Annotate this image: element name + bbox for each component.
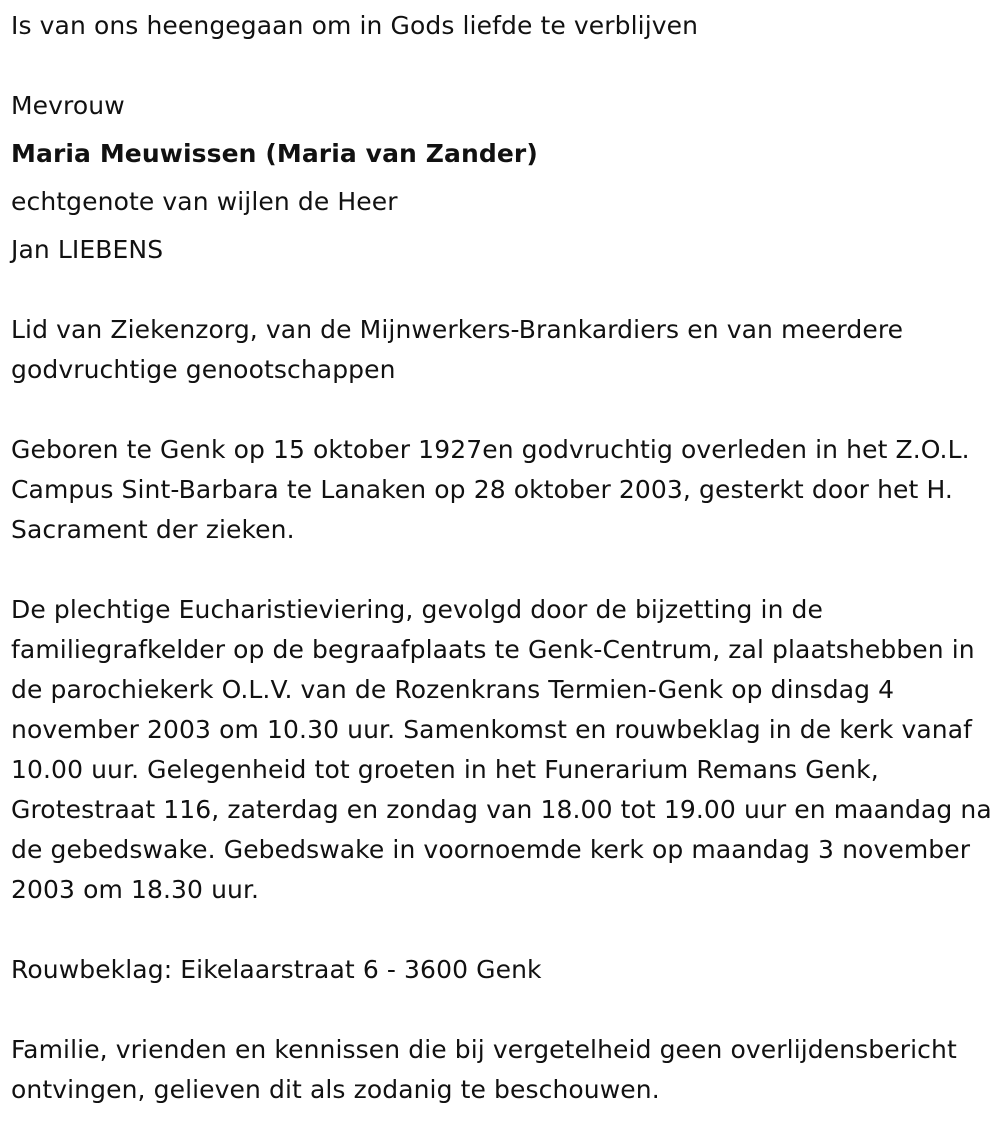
spouse-line: echtgenote van wijlen de Heer	[11, 187, 398, 216]
condolences-address: Rouwbeklag: Eikelaarstraat 6 - 3600 Genk	[11, 955, 542, 984]
family-note-paragraph: Familie, vrienden en kennissen die bij vergetelheid geen overlijdensbericht ontvingen, gelieven dit als zodanig te beschouwen.	[11, 1035, 957, 1104]
membership-paragraph: Lid van Ziekenzorg, van de Mijnwerkers-Brankardiers en van meerdere godvruchtige genootschappen	[11, 315, 904, 384]
intro-line: Is van ons heengegaan om in Gods liefde te verblijven	[11, 11, 699, 40]
husband-name: Jan LIEBENS	[11, 235, 164, 264]
birth-death-paragraph: Geboren te Genk op 15 oktober 1927en godvruchtig overleden in het Z.O.L. Campus Sint-Barbara te Lanaken op 28 oktober 2003, gesterkt door het H. Sacrament der zieken.	[11, 435, 970, 544]
honorific: Mevrouw	[11, 91, 125, 120]
ceremony-paragraph: De plechtige Eucharistieviering, gevolgd door de bijzetting in de familiegrafkelder op de begraafplaats te Genk-Centrum, zal plaatshebben in de parochiekerk O.L.V. van de Rozenkrans Termien-Genk op dinsdag 4 november 2003 om 10.30 uur. Samenkomst en rouwbeklag in de kerk vanaf 10.00 uur. Gelegenheid tot groeten in het Funerarium Remans Genk, Grotestraat 116, zaterdag en zondag van 18.00 tot 19.00 uur en maandag na de gebedswake. Gebedswake in voornoemde kerk op maandag 3 november 2003 om 18.30 uur.	[11, 595, 992, 904]
deceased-name: Maria Meuwissen (Maria van Zander)	[11, 139, 538, 168]
